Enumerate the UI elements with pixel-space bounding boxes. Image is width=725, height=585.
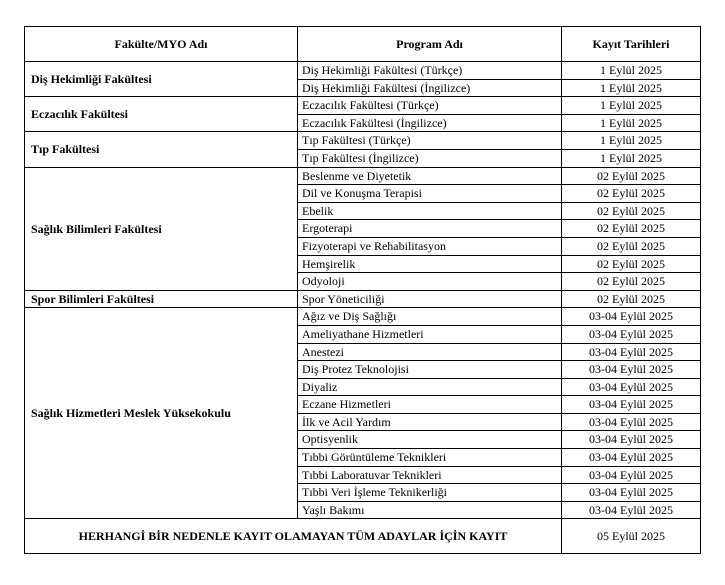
program-name: Tıp Fakültesi (İngilizce) [298,149,562,167]
footer-date: 05 Eylül 2025 [562,519,701,554]
registration-date: 1 Eylül 2025 [562,114,701,132]
table-body [25,62,701,519]
registration-date: 1 Eylül 2025 [562,79,701,97]
registration-date: 03-04 Eylül 2025 [562,378,701,396]
registration-date: 03-04 Eylül 2025 [562,343,701,361]
program-name: Eczacılık Fakültesi (İngilizce) [298,114,562,132]
program-name: Beslenme ve Diyetetik [298,167,562,185]
registration-date: 03-04 Eylül 2025 [562,361,701,379]
footer-label: HERHANGİ BİR NEDENLE KAYIT OLAMAYAN TÜM ADAYLAR İÇİN KAYIT [25,519,562,554]
registration-date: 02 Eylül 2025 [562,237,701,255]
program-name: Tıbbi Laboratuvar Teknikleri [298,466,562,484]
faculty-name: Tıp Fakültesi [25,132,298,167]
header-program: Program Adı [298,27,562,62]
registration-date: 03-04 Eylül 2025 [562,501,701,519]
program-name: Hemşirelik [298,255,562,273]
registration-date: 03-04 Eylül 2025 [562,466,701,484]
program-name: Diş Hekimliği Fakültesi (İngilizce) [298,79,562,97]
table-row [25,290,701,308]
registration-date: 03-04 Eylül 2025 [562,325,701,343]
table-row [25,167,701,185]
registration-date: 1 Eylül 2025 [562,132,701,150]
registration-date: 02 Eylül 2025 [562,290,701,308]
header-faculty: Fakülte/MYO Adı [25,27,298,62]
table-row [25,132,701,150]
registration-date: 03-04 Eylül 2025 [562,413,701,431]
faculty-name: Eczacılık Fakültesi [25,97,298,132]
program-name: Fizyoterapi ve Rehabilitasyon [298,237,562,255]
registration-date: 02 Eylül 2025 [562,167,701,185]
table-row [25,308,701,326]
registration-date: 03-04 Eylül 2025 [562,431,701,449]
program-name: Optisyenlik [298,431,562,449]
registration-date: 03-04 Eylül 2025 [562,449,701,467]
registration-date: 02 Eylül 2025 [562,273,701,291]
footer-row [25,519,701,554]
registration-date: 02 Eylül 2025 [562,202,701,220]
program-name: Dil ve Konuşma Terapisi [298,185,562,203]
program-name: Yaşlı Bakımı [298,501,562,519]
program-name: Ağız ve Diş Sağlığı [298,308,562,326]
program-name: Ebelik [298,202,562,220]
program-name: Eczacılık Fakültesi (Türkçe) [298,97,562,115]
program-name: Diş Hekimliği Fakültesi (Türkçe) [298,62,562,80]
program-name: Odyoloji [298,273,562,291]
program-name: Tıp Fakültesi (Türkçe) [298,132,562,150]
program-name: Diş Protez Teknolojisi [298,361,562,379]
faculty-name: Sağlık Hizmetleri Meslek Yüksekokulu [25,308,298,519]
faculty-name: Diş Hekimliği Fakültesi [25,62,298,97]
program-name: Anestezi [298,343,562,361]
table-row [25,97,701,115]
program-name: Ergoterapi [298,220,562,238]
registration-date: 1 Eylül 2025 [562,97,701,115]
table-row [25,62,701,80]
registration-date: 02 Eylül 2025 [562,220,701,238]
registration-date: 03-04 Eylül 2025 [562,396,701,414]
program-name: Tıbbi Görüntüleme Teknikleri [298,449,562,467]
registration-date: 03-04 Eylül 2025 [562,308,701,326]
header-row [25,27,701,62]
registration-date: 02 Eylül 2025 [562,185,701,203]
program-name: Eczane Hizmetleri [298,396,562,414]
program-name: Tıbbi Veri İşleme Teknikerliği [298,484,562,502]
registration-date: 1 Eylül 2025 [562,62,701,80]
registration-date: 1 Eylül 2025 [562,149,701,167]
registration-table [24,26,701,554]
header-dates: Kayıt Tarihleri [562,27,701,62]
program-name: Ameliyathane Hizmetleri [298,325,562,343]
program-name: Spor Yöneticiliği [298,290,562,308]
registration-date: 03-04 Eylül 2025 [562,484,701,502]
faculty-name: Spor Bilimleri Fakültesi [25,290,298,308]
registration-date: 02 Eylül 2025 [562,255,701,273]
faculty-name: Sağlık Bilimleri Fakültesi [25,167,298,290]
program-name: Diyaliz [298,378,562,396]
program-name: İlk ve Acil Yardım [298,413,562,431]
